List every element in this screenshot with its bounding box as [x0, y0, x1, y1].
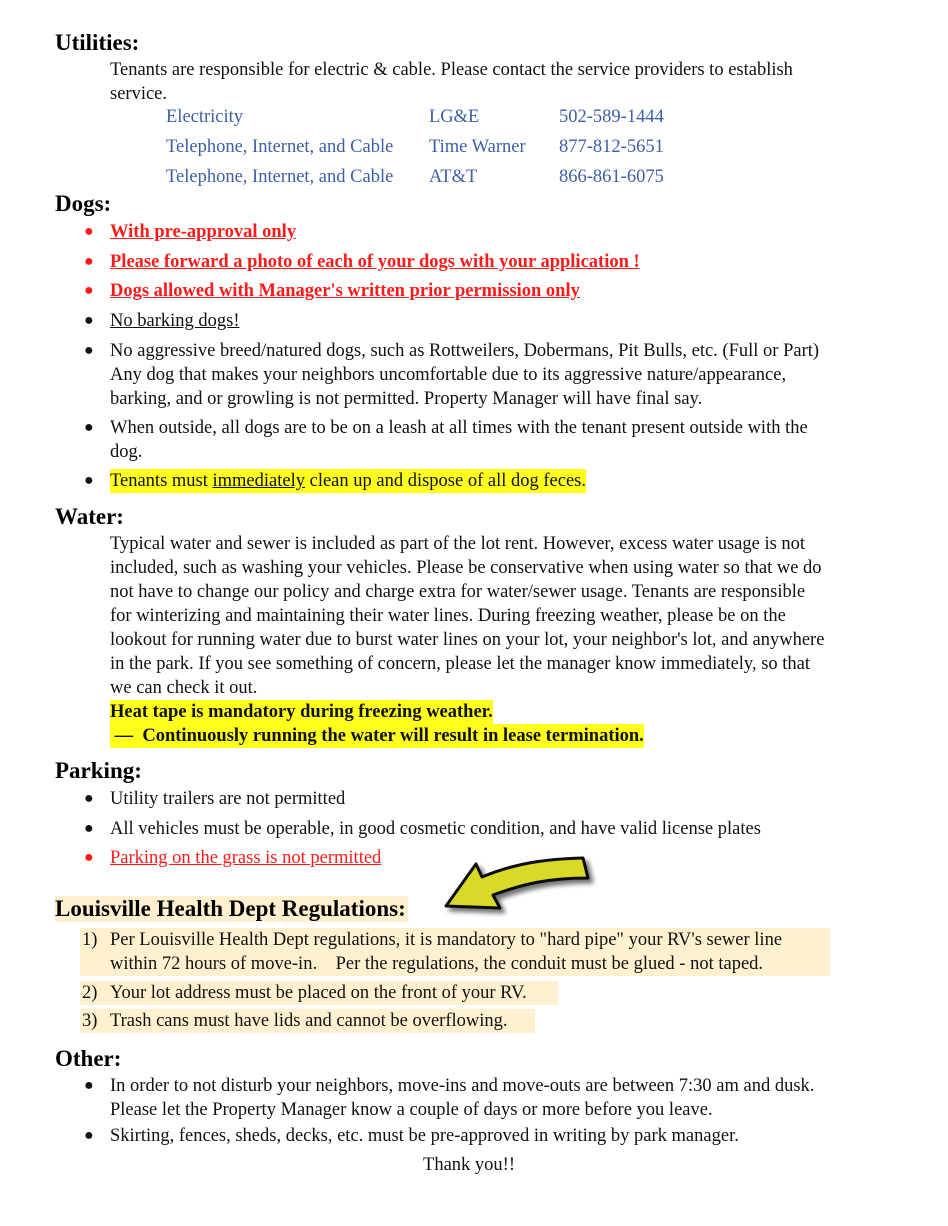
provider-service: Telephone, Internet, and Cable: [166, 167, 394, 187]
provider-name: Time Warner: [429, 137, 526, 157]
arrow-shape: [446, 858, 588, 908]
bullet-icon: ●: [84, 820, 94, 837]
dog-rule-barking: No barking dogs!: [110, 311, 240, 331]
parking-rule-trailers: Utility trailers are not permitted: [110, 789, 346, 809]
feces-rule-post: clean up and dispose of all dog feces.: [304, 471, 586, 491]
bullet-icon: ●: [84, 223, 94, 240]
dog-rule-aggressive: No aggressive breed/natured dogs, such as Rottweilers, Dobermans, Pit Bulls, etc. (Full or Part): [110, 341, 820, 361]
water-text-line: in the park. If you see something of concern, please let the manager know immediately, so that: [110, 654, 811, 674]
provider-name: LG&E: [429, 107, 480, 127]
closing-thanks: Thank you!!: [423, 1155, 515, 1175]
health-item-address: Your lot address must be placed on the front of your RV.: [110, 983, 527, 1003]
bullet-icon: ●: [84, 419, 94, 436]
water-text-line: for winterizing and maintaining their water lines. During freezing weather, please be on the: [110, 606, 786, 626]
health-item-number: 2): [82, 983, 98, 1003]
dog-rule-photo: Please forward a photo of each of your dogs with your application !: [110, 252, 640, 272]
bullet-icon: ●: [84, 472, 94, 489]
other-rule-move-times: In order to not disturb your neighbors, move-ins and move-outs are between 7:30 am and dusk.: [110, 1076, 815, 1096]
bullet-icon: ●: [84, 253, 94, 270]
bullet-icon: ●: [84, 1127, 94, 1144]
utilities-intro: Tenants are responsible for electric & cable. Please contact the service providers to establish: [110, 60, 793, 80]
provider-service: Telephone, Internet, and Cable: [166, 137, 394, 157]
health-regulations-heading: Louisville Health Dept Regulations:: [55, 896, 406, 921]
dogs-heading: Dogs:: [55, 191, 112, 216]
health-item-trash: Trash cans must have lids and cannot be overflowing.: [110, 1011, 508, 1031]
bullet-icon: ●: [84, 790, 94, 807]
running-water-warning: — Continuously running the water will result in lease termination.: [110, 726, 644, 746]
health-item-number: 1): [82, 930, 98, 950]
health-item-sewer-cont: within 72 hours of move-in. Per the regulations, the conduit must be glued - not taped.: [110, 954, 764, 974]
other-heading: Other:: [55, 1046, 122, 1071]
dog-rule-aggressive-cont: Any dog that makes your neighbors uncomfortable due to its aggressive nature/appearance,: [110, 365, 787, 385]
bullet-icon: ●: [84, 1077, 94, 1094]
other-rule-structures: Skirting, fences, sheds, decks, etc. must be pre-approved in writing by park manager.: [110, 1126, 739, 1146]
parking-heading: Parking:: [55, 758, 142, 783]
water-text-line: included, such as washing your vehicles. Please be conservative when using water so that we do: [110, 558, 822, 578]
dog-rule-aggressive-cont: barking, and or growling is not permitted. Property Manager will have final say.: [110, 389, 703, 409]
heat-tape-notice: Heat tape is mandatory during freezing weather.: [110, 702, 493, 722]
utilities-intro-cont: service.: [110, 84, 168, 104]
parking-rule-grass: Parking on the grass is not permitted: [110, 848, 382, 868]
dog-rule-leash-cont: dog.: [110, 442, 143, 462]
dog-rule-feces: [110, 469, 586, 493]
water-text-line: Typical water and sewer is included as part of the lot rent. However, excess water usage is not: [110, 534, 806, 554]
bullet-icon: ●: [84, 312, 94, 329]
dog-rule-preapproval: With pre-approval only: [110, 222, 297, 242]
utilities-heading: Utilities:: [55, 30, 140, 55]
bullet-icon: ●: [84, 849, 94, 866]
provider-service: Electricity: [166, 107, 244, 127]
other-rule-move-times-cont: Please let the Property Manager know a couple of days or more before you leave.: [110, 1100, 713, 1120]
water-text-line: we can check it out.: [110, 678, 258, 698]
parking-rule-vehicles: All vehicles must be operable, in good cosmetic condition, and have valid license plates: [110, 819, 761, 839]
bullet-icon: ●: [84, 282, 94, 299]
dog-rule-permission: Dogs allowed with Manager's written prior permission only: [110, 281, 580, 301]
provider-name: AT&T: [429, 167, 478, 187]
feces-rule-pre: Tenants must: [110, 471, 213, 491]
dog-rule-leash: When outside, all dogs are to be on a leash at all times with the tenant present outside with the: [110, 418, 808, 438]
health-item-number: 3): [82, 1011, 98, 1031]
provider-phone[interactable]: 877-812-5651: [559, 137, 664, 157]
curved-arrow-icon: [438, 850, 598, 920]
feces-rule-emphasis: immediately: [212, 471, 305, 491]
bullet-icon: ●: [84, 342, 94, 359]
water-heading: Water:: [55, 504, 124, 529]
provider-phone[interactable]: 866-861-6075: [559, 167, 664, 187]
provider-phone[interactable]: 502-589-1444: [559, 107, 664, 127]
water-text-line: not have to change our policy and charge extra for water/sewer usage. Tenants are responsible: [110, 582, 806, 602]
water-text-line: lookout for running water due to burst water lines on your lot, your neighbor's lot, and anywhere: [110, 630, 825, 650]
health-item-sewer: Per Louisville Health Dept regulations, it is mandatory to "hard pipe" your RV's sewer line: [110, 930, 783, 950]
